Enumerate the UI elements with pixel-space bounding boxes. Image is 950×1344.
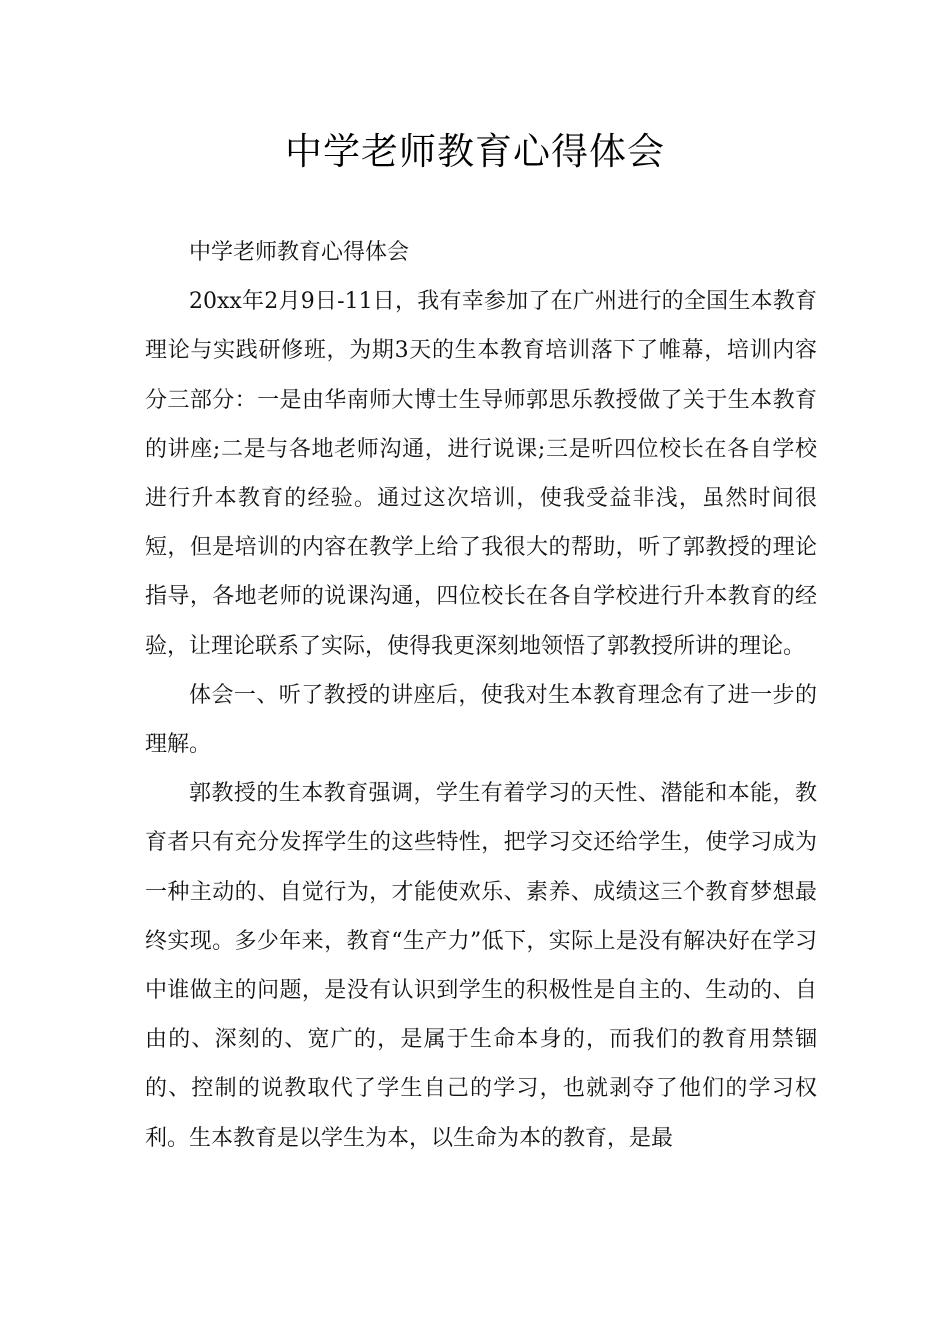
document-title: 中学老师教育心得体会 [285, 130, 665, 173]
paragraph-guo-theory: 郭教授的生本教育强调，学生有着学习的天性、潜能和本能，教育者只有充分发挥学生的这些特性，把学习交还给学生，使学习成为一种主动的、自觉行为，才能使欢乐、素养、成绩这三个教育梦想最终实现。多少年来，教育“生产力”低下，实际上是没有解决好在学习中谁做主的问题，是没有认识到学生的积极性是自主的、生动的、自由的、深刻的、宽广的，是属于生命本身的，而我们的教育用禁锢的、控制的说教取代了学生自己的学习，也就剥夺了他们的学习权利。生本教育是以学生为本，以生命为本的教育，是最 [145, 781, 817, 1151]
document-body [145, 228, 817, 1163]
paragraph-intro: 20xx年2月9日-11日，我有幸参加了在广州进行的全国生本教育理论与实践研修班，为期3天的生本教育培训落下了帷幕，培训内容分三部分：一是由华南师大博士生导师郭思乐教授做了关于生本教育的讲座;二是与各地老师沟通，进行说课;三是听四位校长在各自学校进行升本教育的经验。通过这次培训，使我受益非浅，虽然时间很短，但是培训的内容在教学上给了我很大的帮助，听了郭教授的理论指导，各地老师的说课沟通，四位校长在各自学校进行升本教育的经验，让理论联系了实际，使得我更深刻地领悟了郭教授所讲的理论。 [145, 289, 817, 659]
paragraph-heading: 中学老师教育心得体会 [189, 240, 410, 265]
paragraph-insight-one: 体会一、听了教授的讲座后，使我对生本教育理念有了进一步的理解。 [145, 682, 817, 758]
